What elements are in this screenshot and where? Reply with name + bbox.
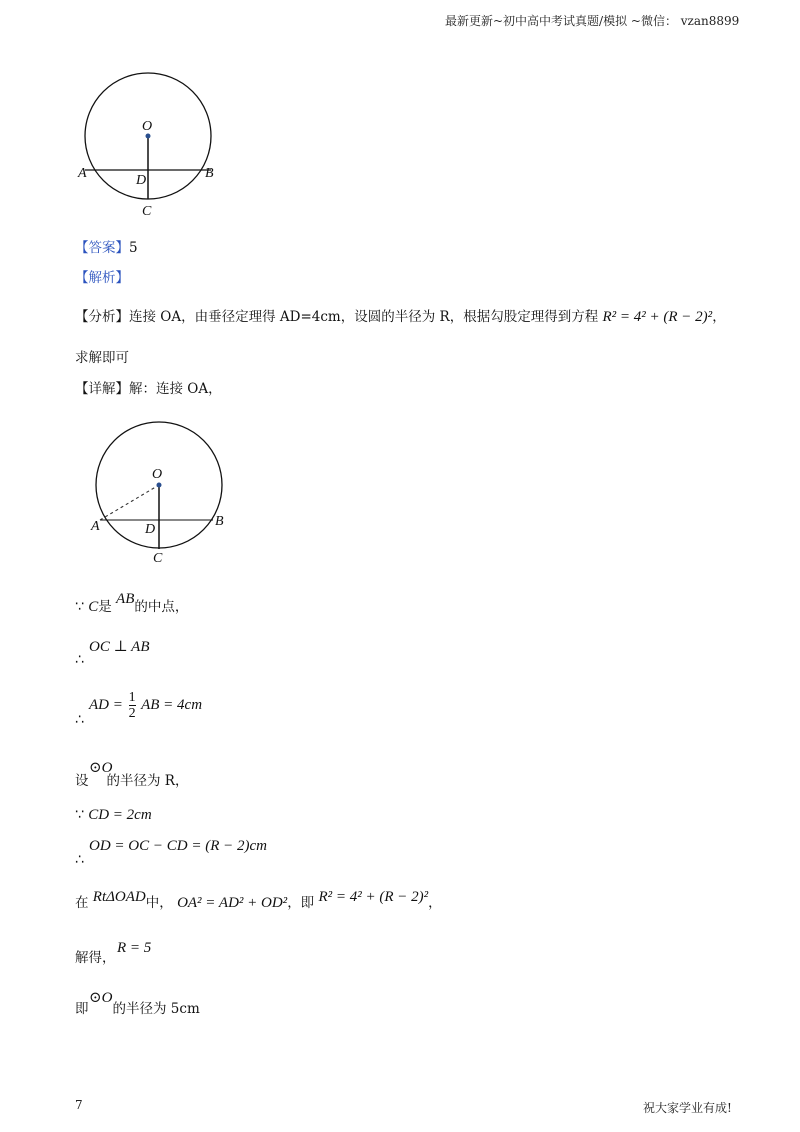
footer-slogan: 祝大家学业有成! <box>643 1101 732 1115</box>
answer-value: 5 <box>129 240 138 256</box>
pythagoras-line <box>75 889 442 911</box>
ji-text: ，即 <box>287 895 315 911</box>
she-text: 设 <box>75 773 89 789</box>
label-a: A <box>78 166 87 181</box>
therefore-symbol: ∴ <box>75 712 84 728</box>
midpoint-text: 的中点， <box>134 599 189 615</box>
label-o: O <box>142 119 153 134</box>
cd-equation: CD = 2cm <box>88 807 152 823</box>
ad-equation <box>89 690 202 721</box>
shi-text: 是 <box>98 599 112 615</box>
right-triangle: RtΔOAD <box>92 889 146 905</box>
point-c: C <box>88 599 99 615</box>
therefore-symbol: ∴ <box>75 652 84 668</box>
xiangjie-text: 解：连接 OA， <box>129 381 222 397</box>
detail-line <box>75 383 222 397</box>
comma: ， <box>428 895 442 911</box>
page-header: 最新更新~初中高中考试真题/模拟 ~微信： vzan8899 <box>445 14 740 28</box>
r-equals-5: R = 5 <box>117 940 152 956</box>
fenxi-tag: 【分析】 <box>75 309 129 325</box>
page-number: 7 <box>75 1098 83 1112</box>
analysis-line-2: 求解即可 <box>75 350 129 366</box>
circle-diagram-2 <box>85 415 245 570</box>
radius-line <box>75 775 188 789</box>
jiede-text: 解得， <box>75 950 116 966</box>
ji-text: 即 <box>75 1001 89 1017</box>
because-symbol: ∵ <box>75 807 84 823</box>
zhong-text: 中， <box>145 895 173 911</box>
label-d: D <box>145 522 156 537</box>
final-radius-text: 的半径为 5cm <box>112 1001 200 1017</box>
fenxi-equation: R² = 4² + (R − 2)² <box>602 309 713 325</box>
step-c-midpoint <box>75 591 189 615</box>
cd-line <box>75 808 152 823</box>
ad-right: AB = 4cm <box>141 696 203 713</box>
circle-diagram-1 <box>70 70 230 220</box>
oc-perp-ab: OC ⊥ AB <box>89 639 150 655</box>
zai-text: 在 <box>75 895 89 911</box>
label-c: C <box>142 204 152 219</box>
pythagoras-eq: OA² = AD² + OD² <box>177 895 288 911</box>
final-answer-line <box>75 1003 200 1017</box>
label-o: O <box>152 467 163 482</box>
analysis-tag: 【解析】 <box>75 270 129 286</box>
label-d: D <box>136 173 147 188</box>
fenxi-text: 连接 OA，由垂径定理得 AD=4cm，设圆的半径为 R，根据勾股定理得到方程 <box>129 309 599 325</box>
arc-ab: AB <box>116 591 135 607</box>
circle-o: ⊙O <box>89 760 113 776</box>
answer-line <box>75 242 138 256</box>
fenxi-tail: ， <box>712 309 726 325</box>
label-c: C <box>153 551 163 566</box>
therefore-symbol: ∴ <box>75 852 84 868</box>
xiangjie-tag: 【详解】 <box>75 381 129 397</box>
radius-text: 的半径为 R， <box>106 773 189 789</box>
because-symbol: ∵ <box>75 599 84 615</box>
analysis-line-1 <box>75 310 726 325</box>
ad-left: AD = <box>89 696 123 713</box>
circle-o: ⊙O <box>89 990 113 1006</box>
od-equation: OD = OC − CD = (R − 2)cm <box>89 838 267 854</box>
answer-tag: 【答案】 <box>75 240 129 256</box>
label-b: B <box>205 166 214 181</box>
radius-equation: R² = 4² + (R − 2)² <box>318 889 429 905</box>
fraction-numerator: 1 <box>128 690 136 705</box>
label-a: A <box>91 519 100 534</box>
label-b: B <box>215 514 224 529</box>
half-fraction <box>129 690 136 721</box>
fraction-denominator: 2 <box>128 706 136 721</box>
